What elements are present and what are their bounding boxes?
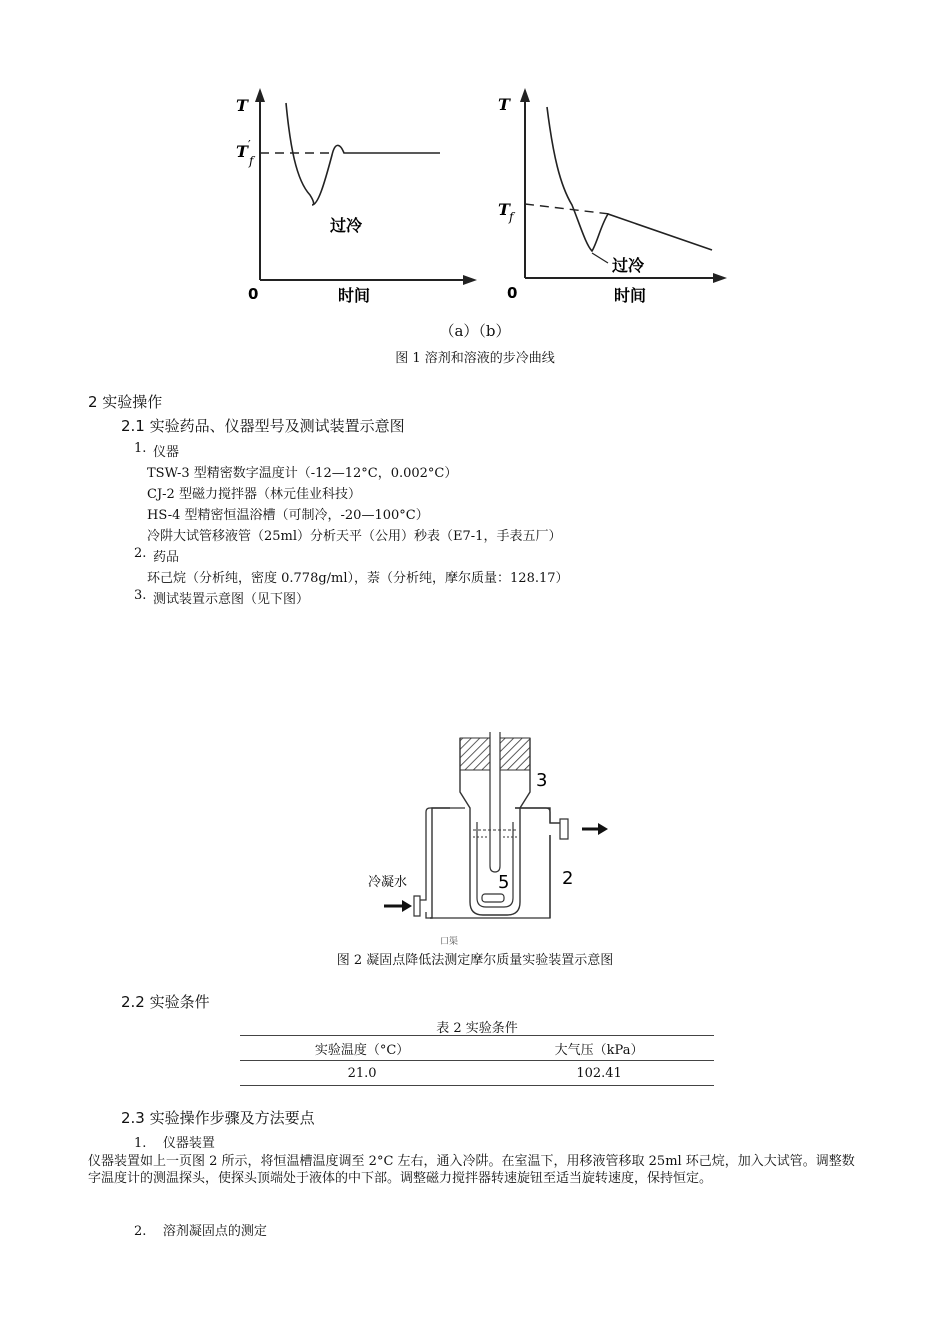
panel-a-x-label: 时间 — [338, 286, 371, 305]
outlet-port — [560, 819, 568, 839]
panel-b-y-label: T — [498, 95, 510, 114]
label-2: 2 — [562, 868, 574, 889]
panel-b-annotation: 过冷 — [612, 256, 645, 275]
water-in-arrow — [384, 900, 412, 912]
list-item-line: 环己烷（分析纯，密度 0.778g/ml），萘（分析纯，摩尔质量：128.17） — [147, 571, 569, 586]
conditions-table — [240, 1035, 714, 1086]
label-3: 3 — [536, 770, 548, 791]
list-item-number: 2. — [134, 546, 147, 561]
figure2-apparatus-diagram — [360, 730, 620, 945]
section23-heading: 2.3 实验操作步骤及方法要点 — [121, 1109, 315, 1127]
panel-a-annotation: 过冷 — [330, 216, 363, 235]
panel-b-curve — [547, 107, 712, 251]
stopper-left — [460, 738, 490, 770]
panel-b-tf-sub: f — [509, 210, 514, 224]
step2-title: 2. 溶剂凝固点的测定 — [134, 1224, 267, 1239]
panel-a-tf-label: T — [236, 142, 248, 161]
panel-a-origin: 0 — [248, 285, 259, 303]
list-item-title: 仪器 — [153, 445, 180, 460]
column-header: 实验温度（°C） — [314, 1042, 410, 1058]
list-item-line: TSW-3 型精密数字温度计（-12—12°C，0.002°C） — [147, 466, 458, 481]
label-5: 5 — [498, 872, 510, 893]
list-item-title: 药品 — [153, 550, 180, 565]
panel-b-axes — [525, 95, 720, 278]
panel-b-origin: 0 — [507, 284, 518, 302]
stir-bar — [482, 894, 504, 902]
panel-a-x-arrow — [463, 275, 477, 285]
figure1-sublabels: （a）（b） — [439, 322, 511, 340]
panel-b-y-arrow — [520, 88, 530, 102]
panel-a-tf-sub: f — [249, 154, 254, 168]
figure1-cooling-curves — [220, 85, 730, 315]
table-header-row — [240, 1036, 714, 1061]
panel-a-tf-prime: ′ — [248, 138, 251, 152]
stopper-right — [500, 738, 530, 770]
temperature-probe — [490, 732, 500, 872]
step1-title: 1. 仪器装置 — [134, 1136, 215, 1151]
table-cell: 21.0 — [347, 1065, 377, 1081]
table-cell: 102.41 — [576, 1065, 622, 1081]
section22-heading: 2.2 实验条件 — [121, 993, 210, 1011]
inlet-port — [414, 896, 420, 916]
list-item-line: 冷阱大试管移液管（25ml）分析天平（公用）秒表（E7-1，手表五厂） — [147, 529, 562, 544]
panel-b-x-arrow — [713, 273, 727, 283]
list-item-number: 3. — [134, 588, 147, 603]
panel-b-x-label: 时间 — [614, 286, 647, 305]
figure1-caption: 图 1 溶剂和溶液的步冷曲线 — [395, 351, 555, 366]
figure2-caption: 图 2 凝固点降低法测定摩尔质量实验装置示意图 — [336, 953, 614, 968]
panel-b-tf-label: T — [498, 200, 510, 219]
label-cut-text: 口渠 — [440, 937, 459, 945]
panel-a-curve — [286, 103, 440, 205]
panel-a-y-arrow — [255, 88, 265, 102]
list-item-title: 测试装置示意图（见下图） — [153, 592, 310, 607]
column-header: 大气压（kPa） — [554, 1042, 644, 1058]
list-item-number: 1. — [134, 441, 147, 456]
table2-caption: 表 2 实验条件 — [436, 1021, 518, 1036]
list-item-line: HS-4 型精密恒温浴槽（可制冷，-20—100°C） — [147, 508, 429, 523]
section21-heading: 2.1 实验药品、仪器型号及测试装置示意图 — [121, 417, 405, 435]
panel-b-annotation-pointer — [592, 253, 608, 263]
panel-b-tf-dashed — [525, 204, 610, 214]
panel-a-axes — [260, 95, 470, 280]
section2-heading: 2 实验操作 — [88, 393, 163, 411]
list-item-line: CJ-2 型磁力搅拌器（林元佳业科技） — [147, 487, 361, 502]
step1-paragraph: 仪器装置如上一页图 2 所示，将恒温槽温度调至 2°C 左右，通入冷阱。在室温下，用移液管移取 25ml 环己烷，加入大试管。调整数字温度计的测温探头，使探头顶端处于液体的中下部。调整磁力搅拌器转速旋钮至适当旋转速度，保持恒定。 — [88, 1154, 855, 1186]
table-row — [240, 1061, 714, 1086]
label-cooling-water: 冷凝水 — [368, 875, 408, 890]
panel-a-y-label: T — [236, 96, 248, 115]
water-out-arrow — [582, 823, 608, 835]
